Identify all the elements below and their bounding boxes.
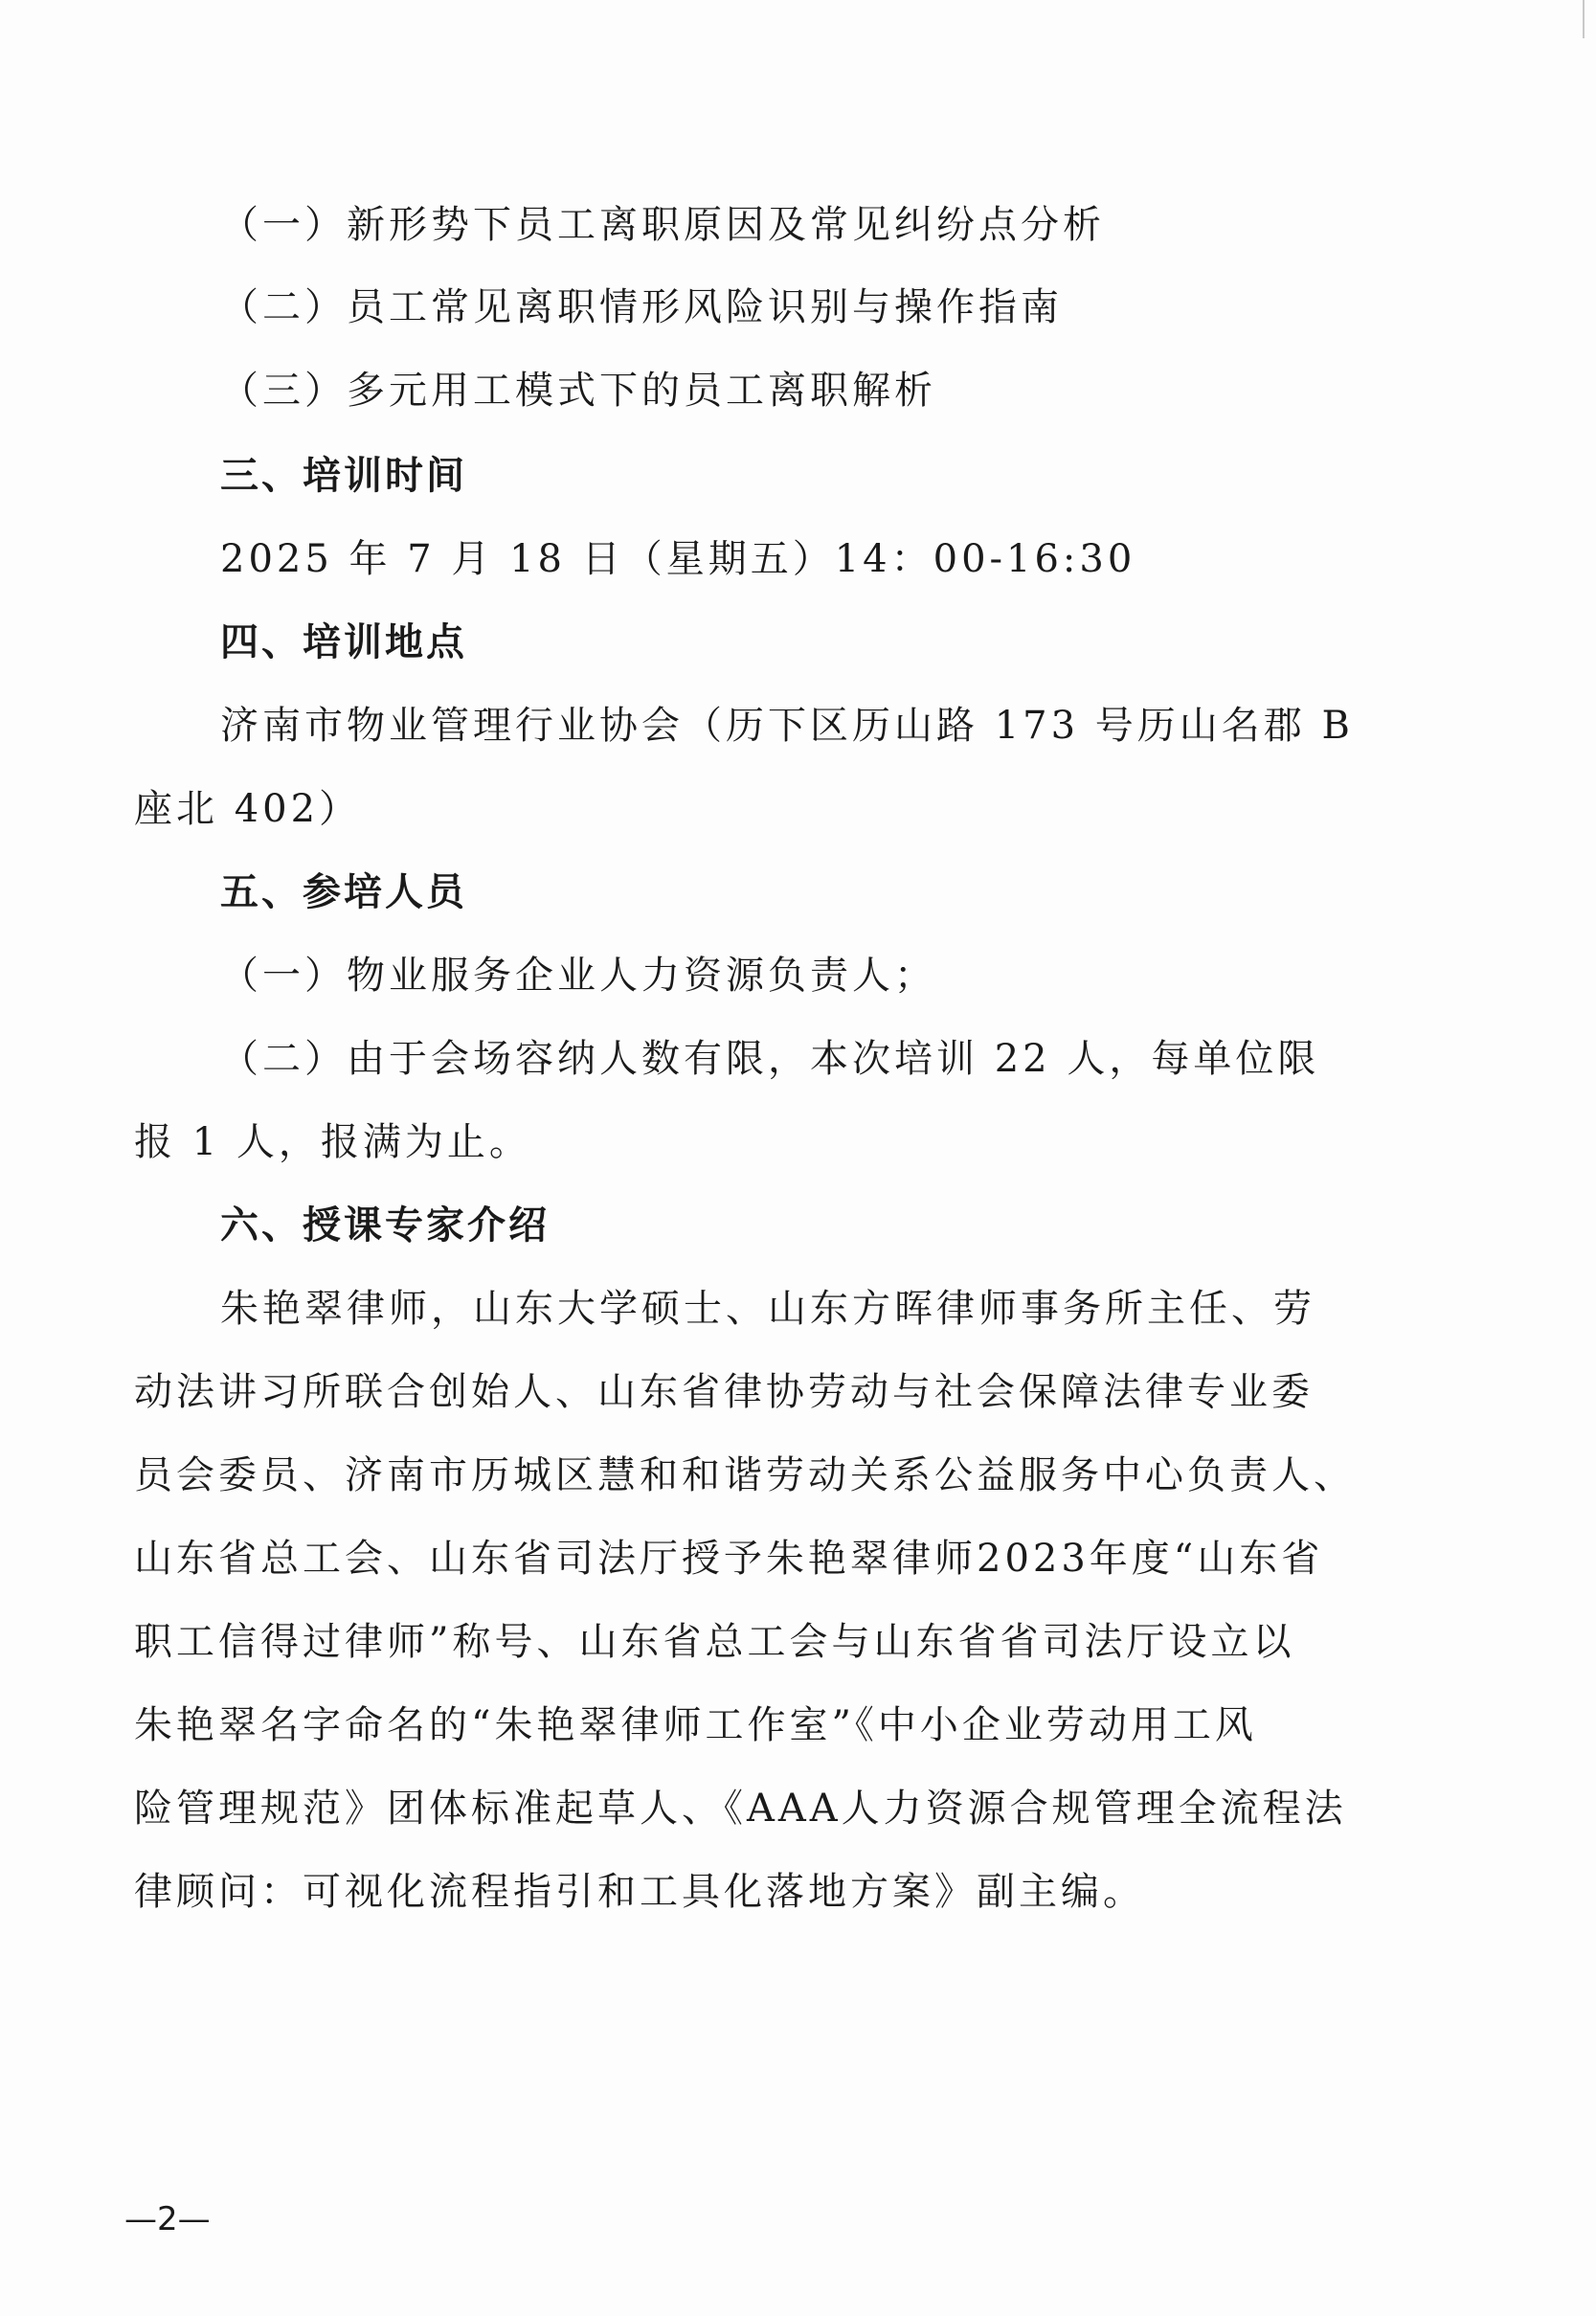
- training-location-line-1: 济南市物业管理行业协会（历下区历山路 173 号历山名郡 B: [220, 704, 1354, 748]
- expert-bio-line-4: 山东省总工会、山东省司法厅授予朱艳翠律师2023年度“山东省: [134, 1537, 1324, 1581]
- participant-item-2-line-2: 报 1 人，报满为止。: [134, 1120, 531, 1164]
- section-heading-expert: 六、授课专家介绍: [220, 1203, 550, 1248]
- expert-bio-line-2: 动法讲习所联合创始人、山东省律协劳动与社会保障法律专业委: [134, 1370, 1314, 1414]
- participant-item-2-line-1: （二）由于会场容纳人数有限，本次培训 22 人，每单位限: [220, 1037, 1320, 1081]
- topic-item-2: （二）员工常见离职情形风险识别与操作指南: [220, 285, 1063, 329]
- page-number: —2—: [124, 2200, 211, 2238]
- expert-bio-line-7: 险管理规范》团体标准起草人、《AAA人力资源合规管理全流程法: [134, 1787, 1347, 1831]
- expert-bio-line-1: 朱艳翠律师，山东大学硕士、山东方晖律师事务所主任、劳: [220, 1287, 1315, 1331]
- topic-item-1: （一）新形势下员工离职原因及常见纠纷点分析: [220, 203, 1105, 247]
- training-time: 2025 年 7 月 18 日（星期五）14：00-16:30: [220, 537, 1136, 581]
- section-heading-participants: 五、参培人员: [220, 870, 467, 914]
- expert-bio-line-5: 职工信得过律师”称号、山东省总工会与山东省省司法厅设立以: [134, 1620, 1295, 1664]
- expert-bio-line-3: 员会委员、济南市历城区慧和和谐劳动关系公益服务中心负责人、: [134, 1453, 1356, 1497]
- section-heading-location: 四、培训地点: [220, 620, 467, 664]
- section-heading-time: 三、培训时间: [220, 454, 467, 498]
- scan-edge-mark: [1583, 0, 1585, 38]
- participant-item-1: （一）物业服务企业人力资源负责人；: [220, 954, 936, 998]
- expert-bio-line-6: 朱艳翠名字命名的“朱艳翠律师工作室”《中小企业劳动用工风: [134, 1703, 1257, 1747]
- expert-bio-line-8: 律顾问：可视化流程指引和工具化落地方案》副主编。: [134, 1870, 1145, 1914]
- topic-item-3: （三）多元用工模式下的员工离职解析: [220, 369, 936, 413]
- training-location-line-2: 座北 402）: [134, 787, 362, 831]
